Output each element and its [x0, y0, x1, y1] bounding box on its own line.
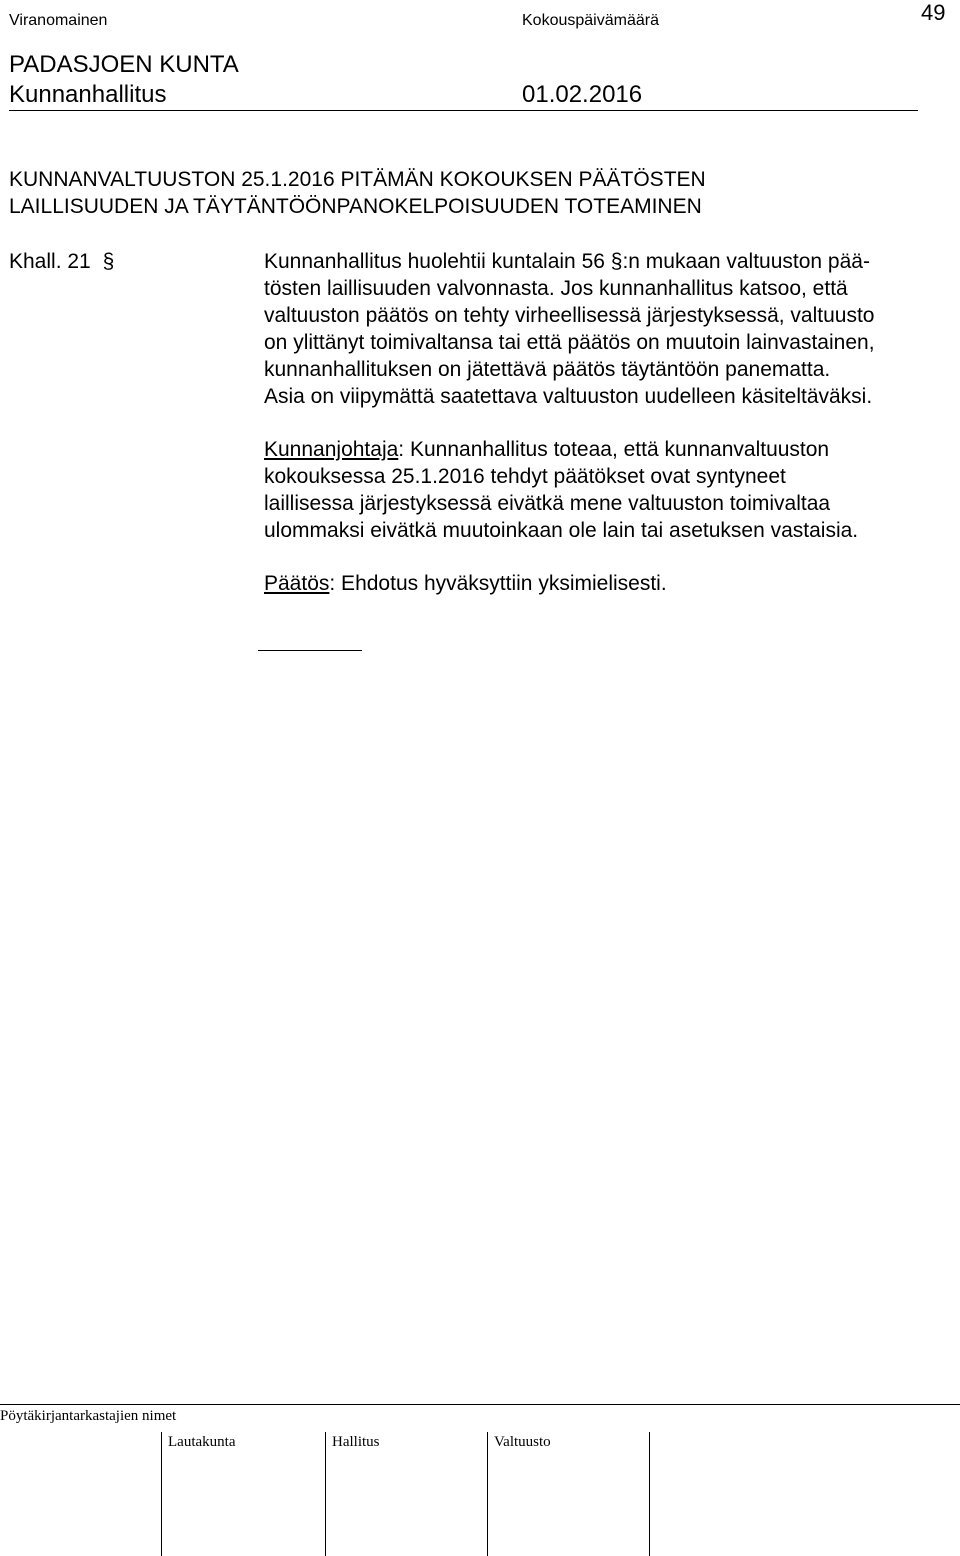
proposal-label: Kunnanjohtaja [264, 438, 399, 461]
end-of-item-rule [258, 650, 362, 651]
municipality-name: PADASJOEN KUNTA [9, 51, 239, 78]
meeting-date: 01.02.2016 [522, 81, 643, 108]
background-text: Kunnanhallitus huolehtii kuntalain 56 [264, 250, 611, 273]
meeting-date-label: Kokouspäivämäärä [522, 12, 659, 29]
background-paragraph [264, 248, 954, 410]
background-line: valtuuston päätös on tehty virheellisessä järjestyksessä, valtuusto [264, 304, 875, 327]
decision-paragraph [264, 570, 954, 597]
background-line: tösten laillisuuden valvonnasta. Jos kunnanhallitus katsoo, että [264, 277, 848, 300]
footer-column-label: Valtuusto [494, 1434, 551, 1450]
section-symbol-inline: § [610, 250, 623, 273]
signature-column-divider [325, 1432, 326, 1556]
proposal-line [264, 436, 954, 463]
footer-column-label: Lautakunta [168, 1434, 236, 1450]
office-label: Viranomainen [9, 12, 108, 29]
section-symbol: § [102, 250, 115, 273]
signature-column-divider [487, 1432, 488, 1556]
footer-column-label: Hallitus [332, 1434, 380, 1450]
background-line [264, 248, 954, 275]
signature-column-divider [161, 1432, 162, 1556]
background-line: Asia on viipymättä saatettava valtuuston uudelleen käsiteltäväksi. [264, 385, 873, 408]
signature-column-divider [649, 1432, 650, 1556]
background-line: on ylittänyt toimivaltansa tai että päätös on muutoin lainvastainen, [264, 331, 875, 354]
decision-text: : Ehdotus hyväksyttiin yksimielisesti. [329, 572, 667, 595]
proposal-line: kokouksessa 25.1.2016 tehdyt päätökset ovat syntyneet [264, 465, 786, 488]
signers-label: Pöytäkirjantarkastajien nimet [0, 1408, 177, 1424]
proposal-line: laillisessa järjestyksessä eivätkä mene valtuuston toimivaltaa [264, 492, 831, 515]
item-title-line-2: LAILLISUUDEN JA TÄYTÄNTÖÖNPANOKELPOISUUDEN TOTEAMINEN [9, 195, 702, 218]
section-number [9, 248, 114, 275]
header-divider [9, 110, 918, 111]
background-line: kunnanhallituksen on jätettävä päätös täytäntöön panematta. [264, 358, 831, 381]
page-number: 49 [921, 0, 946, 25]
item-title-line-1: KUNNANVALTUUSTON 25.1.2016 PITÄMÄN KOKOUKSEN PÄÄTÖSTEN [9, 168, 706, 191]
footer-divider [0, 1404, 960, 1405]
background-text: :n mukaan valtuuston pää- [622, 250, 870, 273]
decision-line [264, 570, 954, 597]
proposal-paragraph [264, 436, 954, 544]
governing-body: Kunnanhallitus [9, 81, 167, 108]
proposal-line: ulommaksi eivätkä muutoinkaan ole lain tai asetuksen vastaisia. [264, 519, 859, 542]
proposal-text: : Kunnanhallitus toteaa, että kunnanvaltuuston [398, 438, 830, 461]
section-number-text: Khall. 21 [9, 250, 91, 273]
decision-label: Päätös [264, 572, 330, 595]
